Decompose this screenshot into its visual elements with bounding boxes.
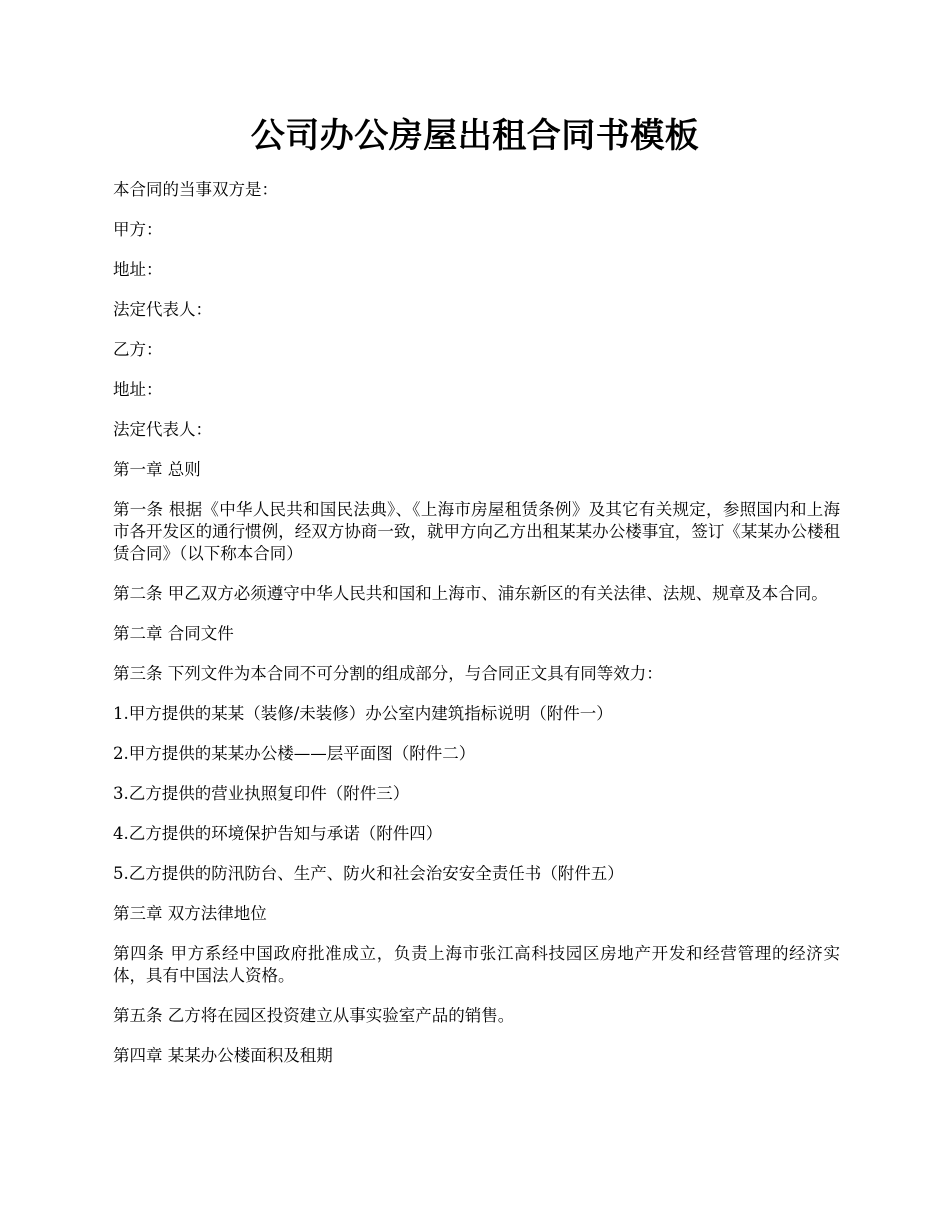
attachment-item-2: 2.甲方提供的某某办公楼——层平面图（附件二）: [113, 744, 476, 763]
paragraph-party-a-representative: 法定代表人：: [113, 300, 212, 319]
article-2: 第二条 甲乙双方必须遵守中华人民共和国和上海市、浦东新区的有关法律、法规、规章及本合同。: [113, 584, 828, 603]
attachment-item-4: 4.乙方提供的环境保护告知与承诺（附件四）: [113, 824, 443, 843]
attachment-item-5: 5.乙方提供的防汛防台、生产、防火和社会治安安全责任书（附件五）: [113, 864, 624, 883]
article-3: 第三条 下列文件为本合同不可分割的组成部分，与合同正文具有同等效力：: [113, 664, 663, 683]
paragraph-party-a-address: 地址：: [113, 260, 163, 279]
chapter-heading-4: 第四章 某某办公楼面积及租期: [113, 1046, 333, 1065]
paragraph-party-a: 甲方：: [113, 220, 163, 239]
paragraph-party-b-address: 地址：: [113, 380, 163, 399]
document-title: 公司办公房屋出租合同书模板: [250, 116, 700, 156]
chapter-heading-3: 第三章 双方法律地位: [113, 904, 267, 923]
paragraph-parties-intro: 本合同的当事双方是：: [113, 180, 278, 199]
attachment-item-3: 3.乙方提供的营业执照复印件（附件三）: [113, 784, 410, 803]
article-1: 第一条 根据《中华人民共和国民法典》、《上海市房屋租赁条例》及其它有关规定，参照国内和上海市各开发区的通行惯例，经双方协商一致，就甲方向乙方出租某某办公楼事宜，签订《某某办公楼租赁合同》（以下称本合同）: [113, 500, 840, 563]
article-5: 第五条 乙方将在园区投资建立从事实验室产品的销售。: [113, 1006, 515, 1025]
article-4: 第四条 甲方系经中国政府批准成立，负责上海市张江高科技园区房地产开发和经营管理的经济实体，具有中国法人资格。: [113, 944, 840, 985]
attachment-item-1: 1.甲方提供的某某（装修/未装修）办公室内建筑指标说明（附件一）: [113, 704, 613, 723]
paragraph-party-b: 乙方：: [113, 340, 163, 359]
paragraph-party-b-representative: 法定代表人：: [113, 420, 212, 439]
chapter-heading-1: 第一章 总则: [113, 460, 201, 479]
document-body: [113, 179, 840, 1085]
chapter-heading-2: 第二章 合同文件: [113, 624, 234, 643]
